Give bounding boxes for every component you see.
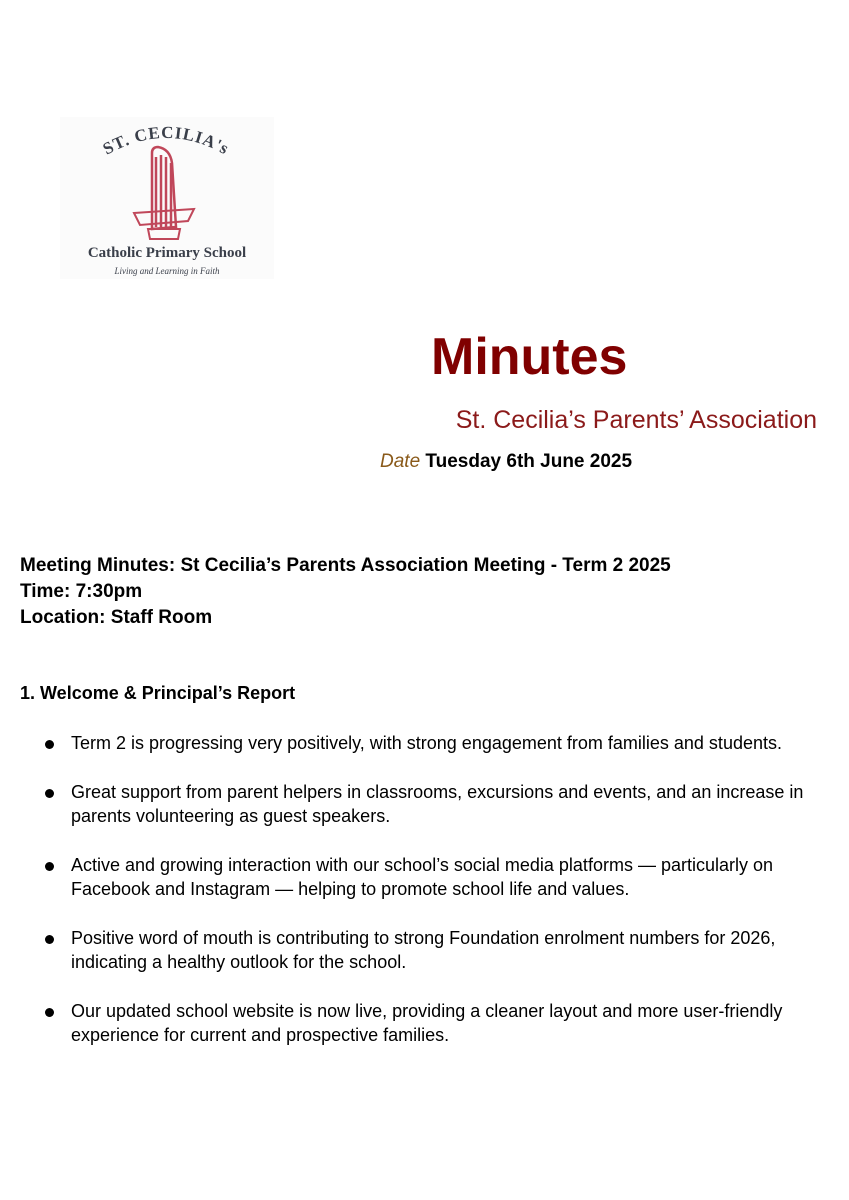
date-value: Tuesday 6th June 2025	[425, 451, 633, 472]
logo-name: ST. CECILIA's	[99, 122, 233, 159]
list-item	[0, 731, 849, 755]
page-title: Minutes	[431, 328, 628, 386]
principal-report-list	[0, 731, 849, 1072]
bullet-icon	[45, 789, 54, 798]
organisation-subtitle: St. Cecilia’s Parents’ Association	[455, 406, 817, 434]
list-item	[0, 926, 849, 974]
date-label: Date	[380, 451, 421, 472]
list-item	[0, 780, 849, 828]
list-item-text: Our updated school website is now live, providing a cleaner layout and more user-friendly experience for current and prospective families.	[71, 1001, 783, 1045]
bullet-icon	[45, 740, 54, 749]
list-item	[0, 853, 849, 901]
bullet-icon	[45, 1008, 54, 1017]
bullet-icon	[45, 862, 54, 871]
meeting-info	[20, 553, 671, 631]
meeting-heading: Meeting Minutes: St Cecilia’s Parents Association Meeting - Term 2 2025	[20, 555, 671, 576]
list-item-text: Great support from parent helpers in classrooms, excursions and events, and an increase in parents volunteering as guest speakers.	[71, 782, 804, 826]
list-item-text: Term 2 is progressing very positively, with strong engagement from families and students.	[71, 733, 782, 753]
logo-motto: Living and Learning in Faith	[114, 266, 220, 276]
bullet-icon	[45, 935, 54, 944]
meeting-date	[380, 450, 632, 475]
meeting-time: Time: 7:30pm	[20, 581, 143, 602]
logo-school: Catholic Primary School	[87, 245, 247, 261]
list-item	[0, 999, 849, 1047]
list-item-text: Positive word of mouth is contributing to strong Foundation enrolment numbers for 2026, indicating a healthy outlook for the school.	[71, 928, 776, 972]
school-logo	[60, 117, 274, 279]
section-heading-welcome: 1. Welcome & Principal’s Report	[20, 683, 296, 703]
meeting-location: Location: Staff Room	[20, 607, 213, 628]
harp-icon	[134, 147, 194, 239]
list-item-text: Active and growing interaction with our school’s social media platforms — particularly on Facebook and Instagram — helping to promote school life and values.	[71, 855, 773, 899]
